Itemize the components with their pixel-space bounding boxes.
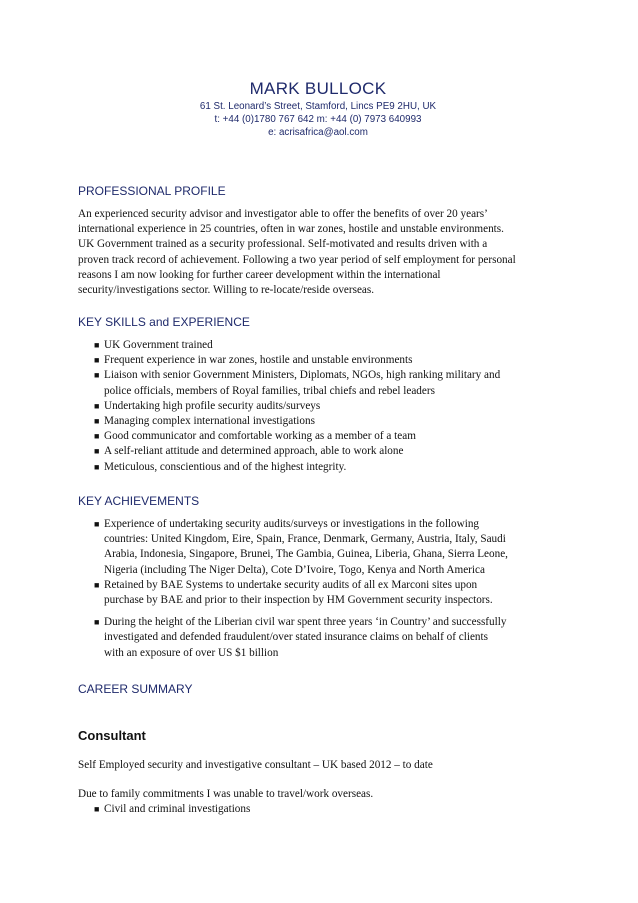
profile-line: security/investigations sector. Willing to re-locate/reside overseas. bbox=[78, 284, 375, 297]
achievements-list bbox=[78, 517, 558, 661]
list-item: ■ Managing complex international investigations bbox=[78, 414, 558, 429]
employment-line-block bbox=[78, 758, 558, 773]
profile-section bbox=[78, 184, 558, 298]
bullet-icon: ■ bbox=[94, 617, 100, 628]
email-address: e: acrisafrica@aol.com bbox=[268, 127, 368, 138]
profile-heading: PROFESSIONAL PROFILE bbox=[78, 184, 226, 198]
bullet-icon: ■ bbox=[94, 579, 100, 590]
role-title: Consultant bbox=[78, 728, 146, 743]
achievements-section bbox=[78, 494, 558, 661]
profile-line: UK Government trained as a security professional. Self-motivated and results driven with a bbox=[78, 238, 488, 251]
career-section bbox=[78, 682, 192, 697]
role-block bbox=[78, 728, 146, 744]
list-item: ■ Experience of undertaking security audits/surveys or investigations in the following countries: United Kingdom, Eire, Spain, France, Denmark, Germany, Austria, Italy, Saudi Arabia, Indonesia, Singapore, Brunei, The Gambia, Guinea, Liberia, Ghana, Sierra Leone, Nigeria (including The Niger Delta), Cote D’Ivoire, Togo, Kenya and North America bbox=[94, 518, 508, 576]
employment-line: Self Employed security and investigative consultant – UK based 2012 – to date bbox=[78, 759, 433, 771]
list-item: ■ Meticulous, conscientious and of the highest integrity. bbox=[78, 460, 558, 475]
bullet-icon: ■ bbox=[94, 519, 100, 529]
bullet-icon: ■ bbox=[94, 804, 100, 815]
bullet-icon: ■ bbox=[94, 446, 100, 457]
list-item: ■ UK Government trained bbox=[78, 338, 558, 353]
career-heading: CAREER SUMMARY bbox=[78, 682, 193, 696]
candidate-name: MARK BULLOCK bbox=[249, 79, 387, 98]
list-item: ■ Frequent experience in war zones, hostile and unstable environments bbox=[78, 353, 558, 368]
profile-text bbox=[78, 207, 558, 298]
bullet-icon: ■ bbox=[94, 416, 100, 427]
profile-line: international experience in 25 countries, often in war zones, hostile and unstable environments. bbox=[78, 223, 504, 236]
list-item: ■ Retained by BAE Systems to undertake security audits of all ex Marconi sites upon purchase by BAE and prior to their inspection by HM Government security inspectors. bbox=[94, 578, 493, 607]
profile-line: An experienced security advisor and investigator able to offer the benefits of over 20 years’ bbox=[78, 208, 488, 220]
list-item: ■ Undertaking high profile security audits/surveys bbox=[78, 399, 558, 414]
skills-list bbox=[78, 338, 558, 475]
bullet-icon: ■ bbox=[94, 340, 100, 350]
skills-heading: KEY SKILLS and EXPERIENCE bbox=[78, 315, 250, 329]
list-item: ■ During the height of the Liberian civil war spent three years ‘in Country’ and successfully investigated and defended fraudulent/over stated insurance claims on behalf of clients with an exposure of over US $1 billion bbox=[94, 616, 507, 659]
list-item: ■ A self-reliant attitude and determined approach, able to work alone bbox=[78, 444, 558, 459]
profile-line: reasons I am now looking for further career development within the international bbox=[78, 268, 441, 281]
list-item: ■ Civil and criminal investigations bbox=[78, 802, 558, 817]
bullet-icon: ■ bbox=[94, 370, 100, 381]
employment-note: Due to family commitments I was unable to travel/work overseas. bbox=[78, 788, 374, 800]
bullet-icon: ■ bbox=[94, 400, 100, 411]
list-item: ■ Liaison with senior Government Ministers, Diplomats, NGOs, high ranking military and police officials, members of Royal families, tribal chiefs and rebel leaders bbox=[94, 369, 501, 397]
bullet-icon: ■ bbox=[94, 355, 100, 366]
list-item: ■ Good communicator and comfortable working as a member of a team bbox=[78, 429, 558, 444]
bullet-icon: ■ bbox=[94, 461, 100, 472]
skills-section bbox=[78, 315, 558, 475]
cv-header bbox=[78, 78, 558, 139]
phone-numbers: t: +44 (0)1780 767 642 m: +44 (0) 7973 640993 bbox=[214, 114, 422, 125]
note-block bbox=[78, 787, 558, 817]
profile-line: proven track record of achievement. Following a two year period of self employment for personal bbox=[78, 253, 516, 266]
address: 61 St. Leonard’s Street, Stamford, Lincs PE9 2HU, UK bbox=[199, 101, 437, 112]
achievements-heading: KEY ACHIEVEMENTS bbox=[78, 494, 200, 508]
bullet-icon: ■ bbox=[94, 431, 100, 442]
career-list bbox=[78, 802, 558, 817]
